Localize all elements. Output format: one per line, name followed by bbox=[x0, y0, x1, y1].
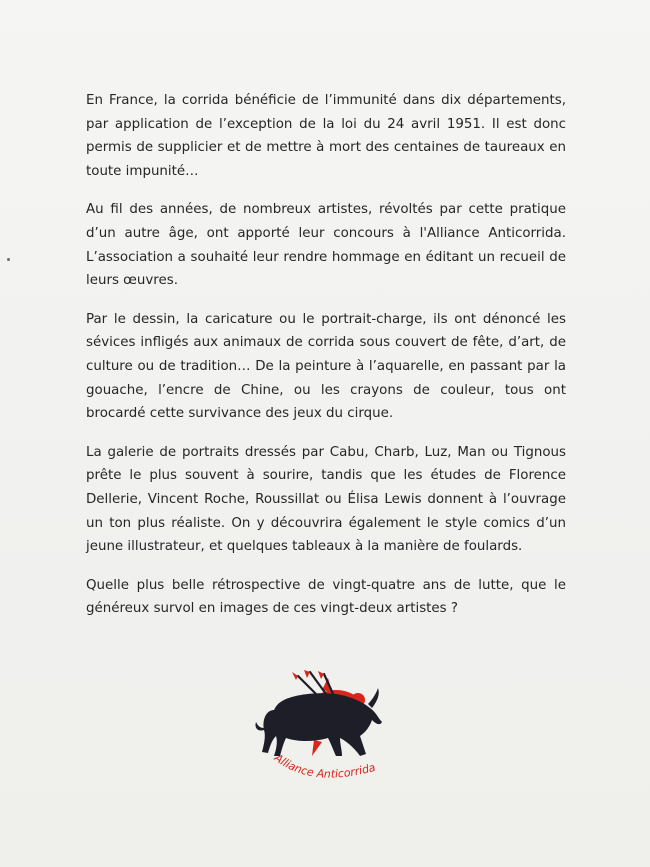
paragraph-4: La galerie de portraits dressés par Cabu, Charb, Luz, Man ou Tignous prête le plus souvent à sourire, tandis que les études de Florence Dellerie, Vincent Roche, Roussillat ou Élisa Lewis donnent à l’ouvrage un ton plus réaliste. On y découvrira également le style comics d’un jeune illustrateur, et quelques tableaux à la manière de foulards. bbox=[86, 444, 566, 555]
blurb-text bbox=[86, 89, 566, 636]
logo-text: Alliance Anticorrida bbox=[271, 751, 377, 781]
paragraph-1: En France, la corrida bénéficie de l’immunité dans dix départements, par application de l’exception de la loi du 24 avril 1951. Il est donc permis de supplicier et de mettre à mort des centaines de taureaux en toute impunité… bbox=[86, 93, 566, 179]
paragraph-3: Par le dessin, la caricature ou le portrait-charge, ils ont dénoncé les sévices infligés aux animaux de corrida sous couvert de fête, d’art, de culture ou de tradition… De la peinture à l’aquarelle, en passant par la gouache, l’encre de Chine, ou les crayons de couleur, tous ont brocardé cette survivance des jeux du cirque. bbox=[86, 311, 566, 422]
alliance-anticorrida-logo bbox=[252, 670, 402, 800]
bull-logo-icon bbox=[252, 670, 402, 800]
paragraph-5: Quelle plus belle rétrospective de vingt-quatre ans de lutte, que le généreux survol en images de ces vingt-deux artistes ? bbox=[86, 577, 566, 617]
dust-speck bbox=[7, 258, 10, 261]
paragraph-2: Au fil des années, de nombreux artistes, révoltés par cette pratique d’un autre âge, ont apporté leur concours à l'Alliance Anticorrida. L’association a souhaité leur rendre hommage en éditant un recueil de leurs œuvres. bbox=[86, 202, 566, 289]
banderilla-ribbons bbox=[292, 670, 324, 680]
